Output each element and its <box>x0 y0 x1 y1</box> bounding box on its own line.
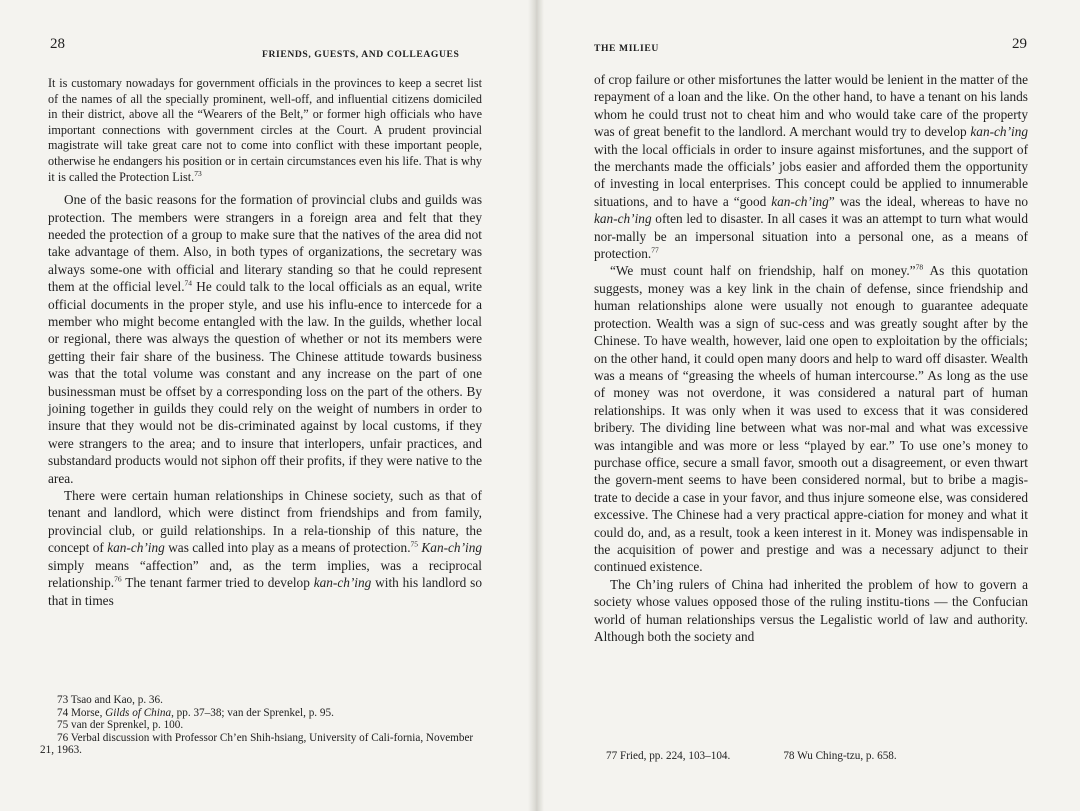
footnote-row <box>606 750 1026 763</box>
term: Kan-ch’ing <box>421 540 482 556</box>
book-gutter <box>528 0 544 811</box>
left-page <box>0 0 528 811</box>
paragraph: The Ch’ing rulers of China had inherited the problem of how to govern a society whose values opposed those of the ruling institu-tions — the Confucian world of human relationships versus the Legalistic world of law and authority. Although both the society and <box>594 576 1028 644</box>
footnote-ref: 74 <box>184 278 193 288</box>
block-quote: It is customary nowadays for government officials in the provinces to keep a secret list of the names of all the specially prominent, well-off, and influential citizens domiciled in their district, above all the “Wearers of the Belt,” or former high officials who have important connections with government circles at the Court. A prudent provincial magistrate will take great care not to come into conflict with these important people, otherwise he endangers his position or in certain circumstances even his life. That is why it is called the Protection List.$^{73}$ <box>48 76 483 184</box>
paragraph: One of the basic reasons for the formation of provincial clubs and guilds was protection. The members were strangers in a foreign area and felt that they needed the protection of a group to make sure that the natives of the area did not take advantage of them. Also, in both types of organizations, the secretary was always some-one with official and literary standing so that he could represent them at the official level.$^{74}$ He could talk to the local officials as an equal, write official documents in the proper style, and use his influ-ence to intercede for a member who might become entangled with the law. In the guilds, whether local or regional, there was always the question of whether or not its members were getting their fair share of the business. The Chinese attitude towards business was that the total volume was constant and any increase on the part of one businessman must be offset by a corresponding loss on the part of the others. By joining together in guilds they could rely on the weight of numbers in order to insure that they would not be dis-criminated against by local customs, if they were strangers to the area; and to insure that interlopers, unfair practices, and substandard products would not siphon off their profits, if they were native to the area. <box>48 192 482 486</box>
footnotes <box>40 694 480 757</box>
paragraph: of crop failure or other misfortunes the latter would be lenient in the matter of the repayment of a loan and the like. On the other hand, to have a tenant on his lands whom he could trust not to cheat him and who would take care of the property was of great benefit to the landlord. A merchant would try to develop kan-ch’ing with the local officials in order to insure against misfortunes, and the support of the merchants made the officials’ jobs easier and afforded them the opportunity of investing in local enterprises. This concept could be applied to innumerable situations, and to have a “good kan-ch’ing” was the ideal, whereas to have no kan-ch’ing often led to disaster. In all cases it was an attempt to turn what would nor-mally be an impersonal situation into a personal one, as a means of protection.$^{77}$ <box>594 72 1028 262</box>
page-body <box>594 71 1028 645</box>
running-head: FRIENDS, GUESTS, AND COLLEAGUES <box>262 49 460 60</box>
footnote: 77 Fried, pp. 224, 103–104. <box>606 750 731 762</box>
footnote-ref: 76 <box>114 574 122 584</box>
footnote: 78 Wu Ching-tzu, p. 658. <box>783 750 897 762</box>
term: kan-ch’ing <box>771 193 829 209</box>
footnote: 75 van der Sprenkel, p. 100. <box>57 719 184 732</box>
term: kan-ch’ing <box>970 124 1028 140</box>
footnote: 76 Verbal discussion with Professor Ch’en Shih-hsiang, University of Cali-fornia, November 21, 1963. <box>40 731 474 757</box>
footnote-ref: 75 <box>410 539 419 549</box>
page-number: 29 <box>1012 36 1027 52</box>
term: kan-ch’ing <box>313 575 372 591</box>
footnote: 73 Tsao and Kao, p. 36. <box>57 694 163 706</box>
paragraph: “We must count half on friendship, half on money.”$^{78}$ As this quotation suggests, money was a key link in the chain of defense, since friendship and human relationships alone were usually not enough to guarantee adequate protection. Wealth was a sign of suc-cess and was greatly sought after by the Chinese. To have wealth, however, laid one open to exploitation by the officials; on the other hand, it could open many doors and help to ward off disaster. Wealth was a means of “greasing the wheels of human intercourse.” As long as the use of money was not overdone, it was considered a natural part of human relationships. It was only when it was used to excess that it was considered bribery. The dividing line between what was nor-mal and what was excessive was intangible and was more or less “played by ear.” To use one’s money to purchase office, secure a small favor, smooth out a disagreement, or even thwart the govern-ment seems to have been considered normal, but to bribe a magis-trate to decide a case in your favor, and thus injure someone else, was considered excessive. The Chinese had a very practical appre-ciation for money and what it could do, and, as a result, took a keen interest in it. Money was indispensable in the acquisition of power and prestige and was a necessary adjunct to their continued existence. <box>594 263 1028 575</box>
footnote-ref: 77 <box>651 245 659 255</box>
running-head: THE MILIEU <box>594 43 659 54</box>
footnote: 74 Morse, Gilds of China, pp. 37–38; van der Sprenkel, p. 95. <box>57 706 334 719</box>
footnote-ref: 73 <box>194 168 202 178</box>
paragraph: There were certain human relationships in Chinese society, such as that of tenant and landlord, which were distinct from friendships and from family, provincial club, or guild relationships. In a rela-tionship of this nature, the concept of kan-ch’ing was called into play as a means of protection.$^{75}$ Kan-ch’ing simply means “affection” and, as the term implies, was a reciprocal relationship.$^{76}$ The tenant farmer tried to develop kan-ch’ing with his landlord so that in times <box>48 488 482 608</box>
term: kan-ch’ing <box>594 211 652 227</box>
page-body <box>48 76 482 609</box>
footnote-ref: 78 <box>915 263 924 273</box>
right-page <box>544 0 1080 811</box>
page-number: 28 <box>50 36 65 52</box>
term: kan-ch’ing <box>107 540 165 556</box>
footnotes <box>606 750 1026 763</box>
